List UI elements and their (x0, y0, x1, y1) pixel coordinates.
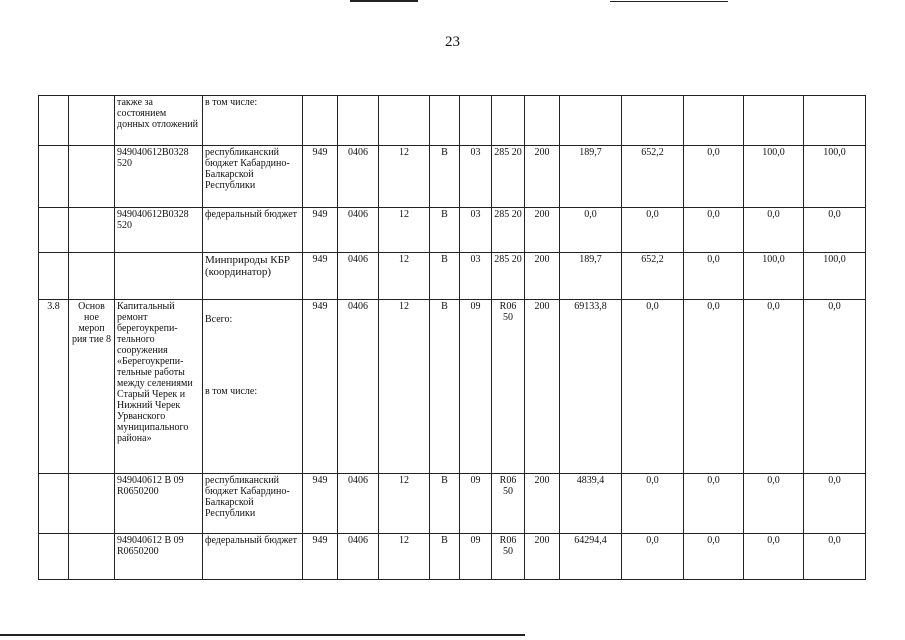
section-code: 0406 (338, 208, 379, 253)
row-number (39, 253, 69, 300)
year-value: 0,0 (622, 300, 684, 474)
year-value: 100,0 (804, 253, 866, 300)
section-code: 0406 (338, 474, 379, 534)
subprogram-code: В (430, 253, 460, 300)
event-code: 09 (460, 300, 492, 474)
event-type (69, 208, 115, 253)
year-value: 0,0 (684, 146, 744, 208)
section-code: 0406 (338, 253, 379, 300)
row-number (39, 474, 69, 534)
year-value: 100,0 (744, 146, 804, 208)
year-value: 652,2 (622, 253, 684, 300)
event-type (69, 534, 115, 580)
event-name: Капитальный ремонт берегоукрепи-тельного сооружения «Берегоукрепи-тельные работы между селениями Старый Черек и Нижний Черек Урванского муниципального района» (115, 300, 203, 474)
year-value: 0,0 (804, 534, 866, 580)
event-name (115, 253, 203, 300)
year-value: 0,0 (560, 208, 622, 253)
expense-type-code: 200 (525, 534, 560, 580)
funding-source: федеральный бюджет (203, 208, 303, 253)
grbs-code: 949 (303, 208, 338, 253)
year-value: 64294,4 (560, 534, 622, 580)
subprogram-code: В (430, 208, 460, 253)
year-value: 0,0 (744, 208, 804, 253)
subprogram-code: В (430, 474, 460, 534)
event-code: 03 (460, 146, 492, 208)
grbs-code: 949 (303, 300, 338, 474)
budget-code: 949040612В0328 520 (115, 208, 203, 253)
table-row (39, 300, 866, 474)
program-code: 12 (379, 208, 430, 253)
year-value: 0,0 (684, 208, 744, 253)
budget-code: 949040612В0328 520 (115, 146, 203, 208)
row-number (39, 146, 69, 208)
direction-code: R06 50 (492, 474, 525, 534)
table-row (39, 208, 866, 253)
row-number: 3.8 (39, 300, 69, 474)
expense-type-code: 200 (525, 208, 560, 253)
event-type (69, 474, 115, 534)
program-code: 12 (379, 146, 430, 208)
grbs-code: 949 (303, 146, 338, 208)
year-value: 4839,4 (560, 474, 622, 534)
funding-source: Минприроды КБР (координатор) (203, 253, 303, 300)
scan-artifact-top-right (610, 1, 728, 2)
funding-source: республиканский бюджет Кабардино-Балкарской Республики (203, 146, 303, 208)
funding-source: в том числе: (205, 386, 258, 397)
funding-source: в том числе: (203, 96, 303, 146)
year-value: 0,0 (744, 300, 804, 474)
section-code: 0406 (338, 300, 379, 474)
event-name: также за состоянием донных отложений (115, 96, 203, 146)
program-code: 12 (379, 534, 430, 580)
year-value: 100,0 (744, 253, 804, 300)
scan-artifact-bottom (0, 634, 525, 636)
year-value: 0,0 (684, 300, 744, 474)
row-number (39, 208, 69, 253)
event-code: 03 (460, 208, 492, 253)
table-row (39, 474, 866, 534)
table-row (39, 96, 866, 146)
event-type (69, 96, 115, 146)
funding-source: федеральный бюджет (203, 534, 303, 580)
expense-type-code: 200 (525, 146, 560, 208)
year-value: 0,0 (744, 534, 804, 580)
year-value: 0,0 (684, 534, 744, 580)
table-row (39, 146, 866, 208)
subprogram-code: В (430, 146, 460, 208)
subprogram-code: В (430, 534, 460, 580)
budget-code: 949040612 В 09 R0650200 (115, 534, 203, 580)
expense-type-code: 200 (525, 253, 560, 300)
event-type (69, 253, 115, 300)
year-value: 0,0 (804, 300, 866, 474)
event-type (69, 146, 115, 208)
scan-artifact-top-left (350, 0, 418, 2)
funding-source: республиканский бюджет Кабардино-Балкарской Республики (203, 474, 303, 534)
funding-source-cell (203, 300, 303, 474)
year-value: 0,0 (804, 208, 866, 253)
program-code: 12 (379, 300, 430, 474)
year-value: 189,7 (560, 253, 622, 300)
year-value: 0,0 (622, 474, 684, 534)
row-number (39, 96, 69, 146)
direction-code: 285 20 (492, 208, 525, 253)
year-value: 69133,8 (560, 300, 622, 474)
direction-code: 285 20 (492, 253, 525, 300)
budget-table (38, 95, 866, 580)
year-value: 652,2 (622, 146, 684, 208)
event-code: 09 (460, 474, 492, 534)
direction-code: 285 20 (492, 146, 525, 208)
year-value: 0,0 (684, 253, 744, 300)
section-code: 0406 (338, 534, 379, 580)
event-code: 03 (460, 253, 492, 300)
program-code: 12 (379, 474, 430, 534)
section-code: 0406 (338, 146, 379, 208)
grbs-code: 949 (303, 253, 338, 300)
direction-code: R06 50 (492, 300, 525, 474)
funding-source-total: Всего: (205, 314, 233, 325)
grbs-code: 949 (303, 534, 338, 580)
direction-code: R06 50 (492, 534, 525, 580)
table-row (39, 253, 866, 300)
year-value: 0,0 (622, 534, 684, 580)
expense-type-code: 200 (525, 474, 560, 534)
page-number: 23 (445, 34, 460, 50)
expense-type-code: 200 (525, 300, 560, 474)
row-number (39, 534, 69, 580)
year-value: 100,0 (804, 146, 866, 208)
program-code: 12 (379, 253, 430, 300)
event-type: Основ ное мероп рия тие 8 (69, 300, 115, 474)
year-value: 0,0 (684, 474, 744, 534)
year-value: 0,0 (804, 474, 866, 534)
year-value: 0,0 (622, 208, 684, 253)
table-row (39, 534, 866, 580)
event-code: 09 (460, 534, 492, 580)
grbs-code: 949 (303, 474, 338, 534)
budget-code: 949040612 В 09 R0650200 (115, 474, 203, 534)
year-value: 0,0 (744, 474, 804, 534)
subprogram-code: В (430, 300, 460, 474)
year-value: 189,7 (560, 146, 622, 208)
